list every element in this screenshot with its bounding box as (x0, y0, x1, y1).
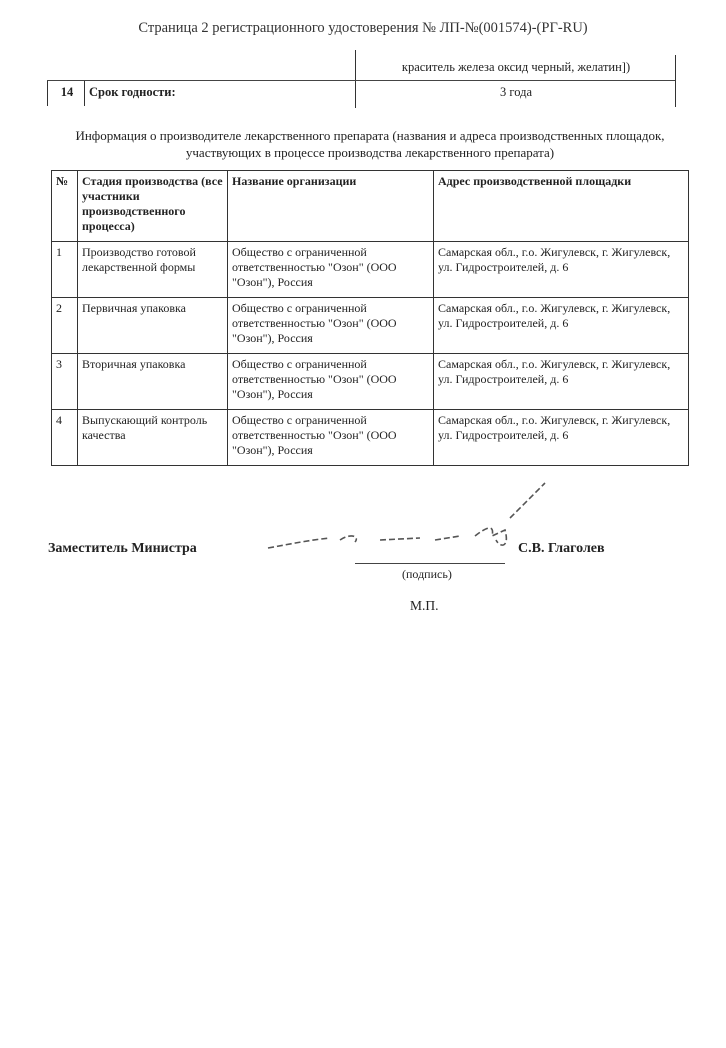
row-label: Срок годности: (89, 85, 176, 99)
manufacturer-info-heading (40, 127, 700, 161)
cell-organization: Общество с ограниченной ответственностью "Озон" (ООО "Озон"), Россия (228, 410, 434, 466)
header-number: № (52, 171, 78, 242)
table-row (52, 410, 689, 466)
table-divider (675, 55, 676, 107)
cell-stage: Вторичная упаковка (78, 354, 228, 410)
cell-address: Самарская обл., г.о. Жигулевск, г. Жигулевск, ул. Гидростроителей, д. 6 (434, 242, 689, 298)
table-divider (84, 80, 85, 106)
cell-organization: Общество с ограниченной ответственностью "Озон" (ООО "Озон"), Россия (228, 298, 434, 354)
table-row (52, 298, 689, 354)
info-line-2: участвующих в процессе производства лекарственного препарата) (185, 145, 555, 160)
table-divider (47, 80, 675, 81)
table-divider (47, 80, 48, 106)
cell-number: 1 (52, 242, 78, 298)
cell-address: Самарская обл., г.о. Жигулевск, г. Жигулевск, ул. Гидростроителей, д. 6 (434, 298, 689, 354)
signature-caption: (подпись) (402, 567, 452, 581)
table-header-row (52, 171, 689, 242)
table-row (52, 242, 689, 298)
cell-number: 2 (52, 298, 78, 354)
signature-line (355, 563, 505, 564)
manufacturer-table (51, 170, 689, 466)
header-organization: Название организации (228, 171, 434, 242)
cell-organization: Общество с ограниченной ответственностью "Озон" (ООО "Озон"), Россия (228, 354, 434, 410)
continued-text: краситель железа оксид черный, желатин]) (401, 60, 631, 74)
cell-address: Самарская обл., г.о. Жигулевск, г. Жигулевск, ул. Гидростроителей, д. 6 (434, 410, 689, 466)
row-value: 3 года (500, 85, 532, 99)
table-row (52, 354, 689, 410)
row-number: 14 (60, 85, 74, 99)
header-address: Адрес производственной площадки (434, 171, 689, 242)
cell-number: 4 (52, 410, 78, 466)
cell-stage: Первичная упаковка (78, 298, 228, 354)
info-line-1: Информация о производителе лекарственного препарата (названия и адреса производственных площадок, (75, 128, 665, 143)
table-divider (355, 50, 356, 108)
cell-number: 3 (52, 354, 78, 410)
cell-address: Самарская обл., г.о. Жигулевск, г. Жигулевск, ул. Гидростроителей, д. 6 (434, 354, 689, 410)
cell-stage: Производство готовой лекарственной формы (78, 242, 228, 298)
cell-organization: Общество с ограниченной ответственностью "Озон" (ООО "Озон"), Россия (228, 242, 434, 298)
cell-stage: Выпускающий контроль качества (78, 410, 228, 466)
page-header: Страница 2 регистрационного удостоверения № ЛП-№(001574)-(РГ-RU) (138, 20, 588, 36)
handwritten-signature (260, 478, 550, 568)
stamp-place: М.П. (410, 598, 439, 613)
signatory-position: Заместитель Министра (48, 541, 197, 556)
signatory-name: С.В. Глаголев (518, 541, 605, 556)
header-stage: Стадия производства (все участники производственного процесса) (78, 171, 228, 242)
